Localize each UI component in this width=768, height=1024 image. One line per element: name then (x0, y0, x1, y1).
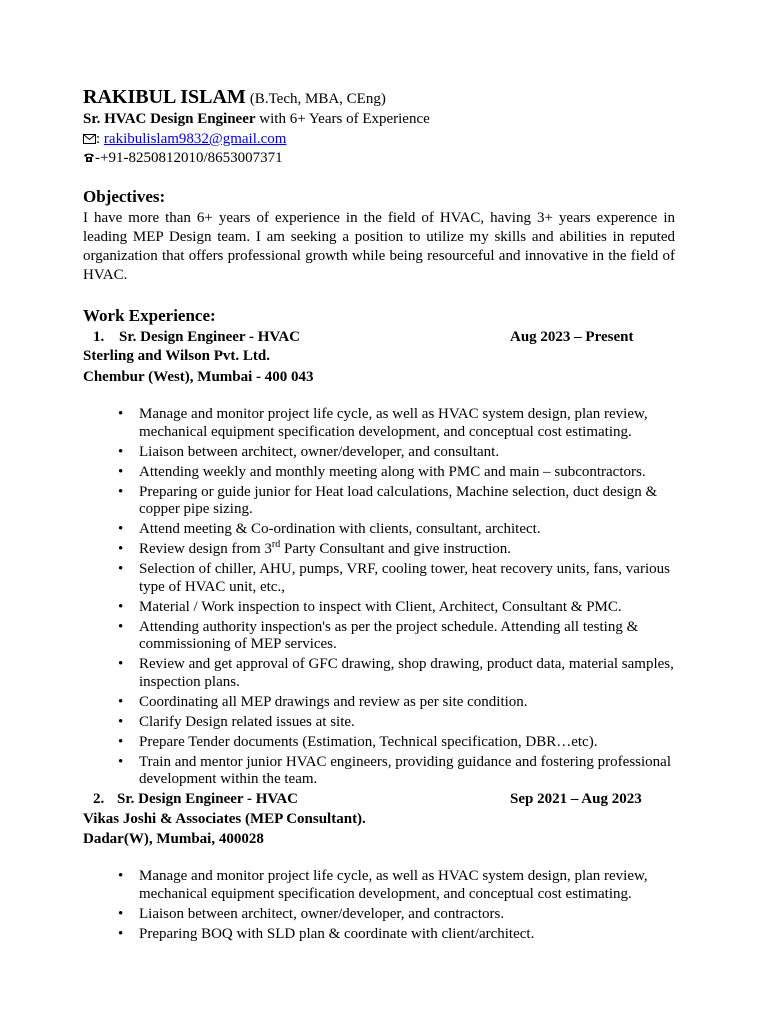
list-item: • Material / Work inspection to inspect with Client, Architect, Consultant & PMC. (118, 599, 678, 617)
list-item: • Preparing BOQ with SLD plan & coordinate with client/architect. (118, 926, 678, 944)
email-link[interactable]: rakibulislam9832@gmail.com (103, 131, 287, 147)
job-1-responsibilities (118, 406, 678, 791)
objectives-text: I have more than 6+ years of experience in the field of HVAC, having 3+ years experence in leading MEP Design team. I am seeking a position to utilize my skills and abilities in reputed organization that offers professional growth while being resourceful and innovative in the field of HVAC. (83, 210, 675, 283)
list-item: • Manage and monitor project life cycle, as well as HVAC system design, plan review, mechanical equipment specification development, and conceptual cost estimating. (118, 406, 678, 441)
job-1-company: Sterling and Wilson Pvt. Ltd. (83, 348, 270, 364)
list-item: • Liaison between architect, owner/developer, and contractors. (118, 906, 678, 924)
list-item: • Manage and monitor project life cycle, as well as HVAC system design, plan review, mechanical equipment specification development, and conceptual cost estimating. (118, 868, 678, 903)
list-item: • Prepare Tender documents (Estimation, Technical specification, DBR…etc). (118, 734, 678, 752)
envelope-icon (83, 131, 96, 147)
name-line (83, 86, 386, 109)
list-item: • Preparing or guide junior for Heat load calculations, Machine selection, duct design & copper pipe sizing. (118, 484, 678, 519)
review-text-after: Party Consultant and give instruction. (280, 541, 512, 557)
list-item: • Coordinating all MEP drawings and review as per site condition. (118, 694, 678, 712)
candidate-name: RAKIBUL ISLAM (83, 86, 246, 108)
role-title: Sr. HVAC Design Engineer (83, 111, 256, 127)
list-item: • Train and mentor junior HVAC engineers, providing guidance and fostering professional development within the team. (118, 754, 678, 789)
job-2-number: 2. (93, 791, 105, 807)
job-2-company: Vikas Joshi & Associates (MEP Consultant). (83, 811, 366, 827)
job-1-dates: Aug 2023 – Present (510, 329, 634, 345)
list-item: • Attending weekly and monthly meeting along with PMC and main – subcontractors. (118, 464, 678, 482)
list-item: • Attending authority inspection's as per the project schedule. Attending all testing & commissioning of MEP services. (118, 619, 678, 654)
objectives-heading: Objectives: (83, 187, 166, 206)
work-experience-heading: Work Experience: (83, 306, 216, 325)
email-separator: : (96, 131, 101, 147)
job-2-responsibilities (118, 868, 678, 946)
job-2-location: Dadar(W), Mumbai, 400028 (83, 831, 264, 847)
qualifications: (B.Tech, MBA, CEng) (249, 91, 386, 107)
list-item: • Clarify Design related issues at site. (118, 714, 678, 732)
job-2-title: Sr. Design Engineer - HVAC (117, 791, 298, 807)
ordinal-suffix: rd (271, 539, 281, 550)
job-1-number: 1. (93, 329, 105, 345)
email-line (83, 131, 286, 148)
phone-number: -+91-8250812010/8653007371 (95, 150, 283, 166)
list-item: • Attend meeting & Co-ordination with clients, consultant, architect. (118, 521, 678, 539)
job-2-dates: Sep 2021 – Aug 2023 (510, 791, 642, 807)
telephone-icon (83, 150, 95, 166)
list-item (118, 541, 678, 559)
job-1-title: Sr. Design Engineer - HVAC (119, 329, 300, 345)
role-experience: with 6+ Years of Experience (255, 111, 430, 127)
list-item: • Liaison between architect, owner/developer, and consultant. (118, 444, 678, 462)
job-1-location: Chembur (West), Mumbai - 400 043 (83, 369, 314, 385)
role-line (83, 111, 430, 128)
list-item: • Review and get approval of GFC drawing, shop drawing, product data, material samples, inspection plans. (118, 656, 678, 691)
list-item: • Selection of chiller, AHU, pumps, VRF, cooling tower, heat recovery units, fans, various type of HVAC unit, etc., (118, 561, 678, 596)
review-text-before: Review design from 3 (139, 541, 272, 557)
phone-line (83, 150, 283, 167)
